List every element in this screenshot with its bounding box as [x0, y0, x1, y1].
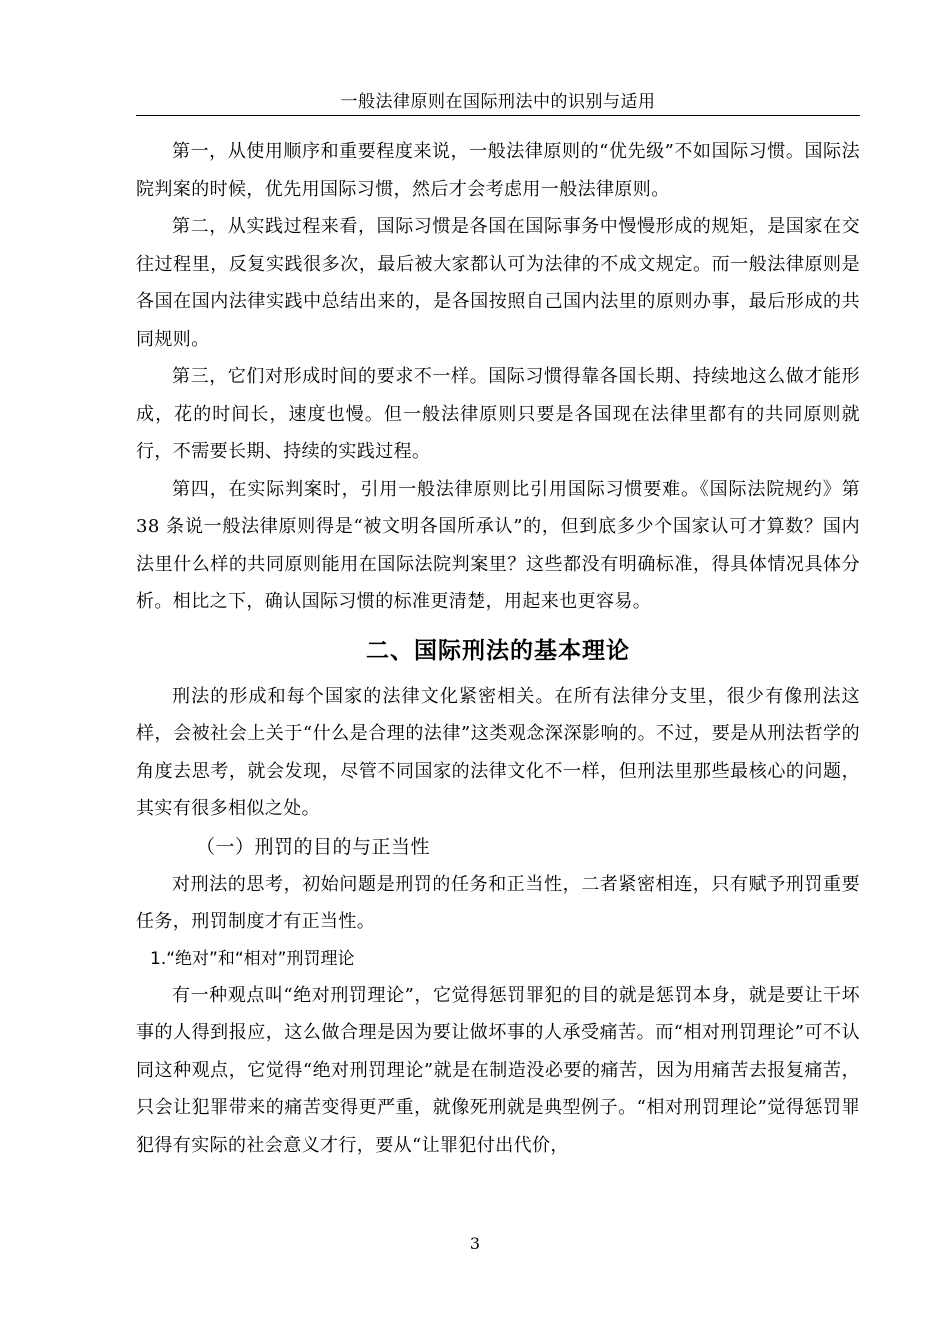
- paragraph-first: 第一，从使用顺序和重要程度来说，一般法律原则的“优先级”不如国际习惯。国际法院判案的时候，优先用国际习惯，然后才会考虑用一般法律原则。: [136, 141, 860, 200]
- paragraph-second: 第二，从实践过程来看，国际习惯是各国在国际事务中慢慢形成的规矩，是国家在交往过程里，反复实践很多次，最后被大家都认可为法律的不成文规定。而一般法律原则是各国在国内法律实践中总结出来的，是各国按照自己国内法里的原则办事，最后形成的共同规则。: [136, 216, 860, 350]
- page-number: 3: [469, 1234, 481, 1253]
- body-text: [136, 133, 860, 1164]
- running-header: 一般法律原则在国际刑法中的识别与适用: [340, 92, 656, 112]
- paragraph-third: 第三，它们对形成时间的要求不一样。国际习惯得靠各国长期、持续地这么做才能形成，花的时间长，速度也慢。但一般法律原则只要是各国现在法律里都有的共同原则就行，不需要长期、持续的实践过程。: [136, 366, 860, 462]
- section-intro-paragraph: 刑法的形成和每个国家的法律文化紧密相关。在所有法律分支里，很少有像刑法这样，会被社会上关于“什么是合理的法律”这类观念深深影响的。不过，要是从刑法哲学的角度去思考，就会发现，尽管不同国家的法律文化不一样，但刑法里那些最核心的问题，其实有很多相似之处。: [136, 685, 860, 819]
- section-title: 二、国际刑法的基本理论: [366, 637, 630, 664]
- item-paragraph: 有一种观点叫“绝对刑罚理论”，它觉得惩罚罪犯的目的就是惩罚本身，就是要让干坏事的人得到报应，这么做合理是因为要让做坏事的人承受痛苦。而“相对刑罚理论”可不认同这种观点，它觉得“绝对刑罚理论”就是在制造没必要的痛苦，因为用痛苦去报复痛苦，只会让犯罪带来的痛苦变得更严重，就像死刑就是典型例子。“相对刑罚理论”觉得惩罚罪犯得有实际的社会意义才行，要从“让罪犯付出代价，: [136, 984, 860, 1156]
- header-rule: [136, 115, 860, 116]
- subsection-title: （一）刑罚的目的与正当性: [196, 835, 431, 858]
- paragraph-fourth: 第四，在实际判案时，引用一般法律原则比引用国际习惯要难。《国际法院规约》第 38 条说一般法律原则得是“被文明各国所承认”的，但到底多少个国家认可才算数？国内法里什么样的共同原则能用在国际法院判案里？这些都没有明确标准，得具体情况具体分析。相比之下，确认国际习惯的标准更清楚，用起来也更容易。: [136, 478, 860, 612]
- item-title: 1.“绝对”和“相对”刑罚理论: [150, 948, 355, 969]
- subsection-intro-paragraph: 对刑法的思考，初始问题是刑罚的任务和正当性，二者紧密相连，只有赋予刑罚重要任务，刑罚制度才有正当性。: [136, 873, 860, 932]
